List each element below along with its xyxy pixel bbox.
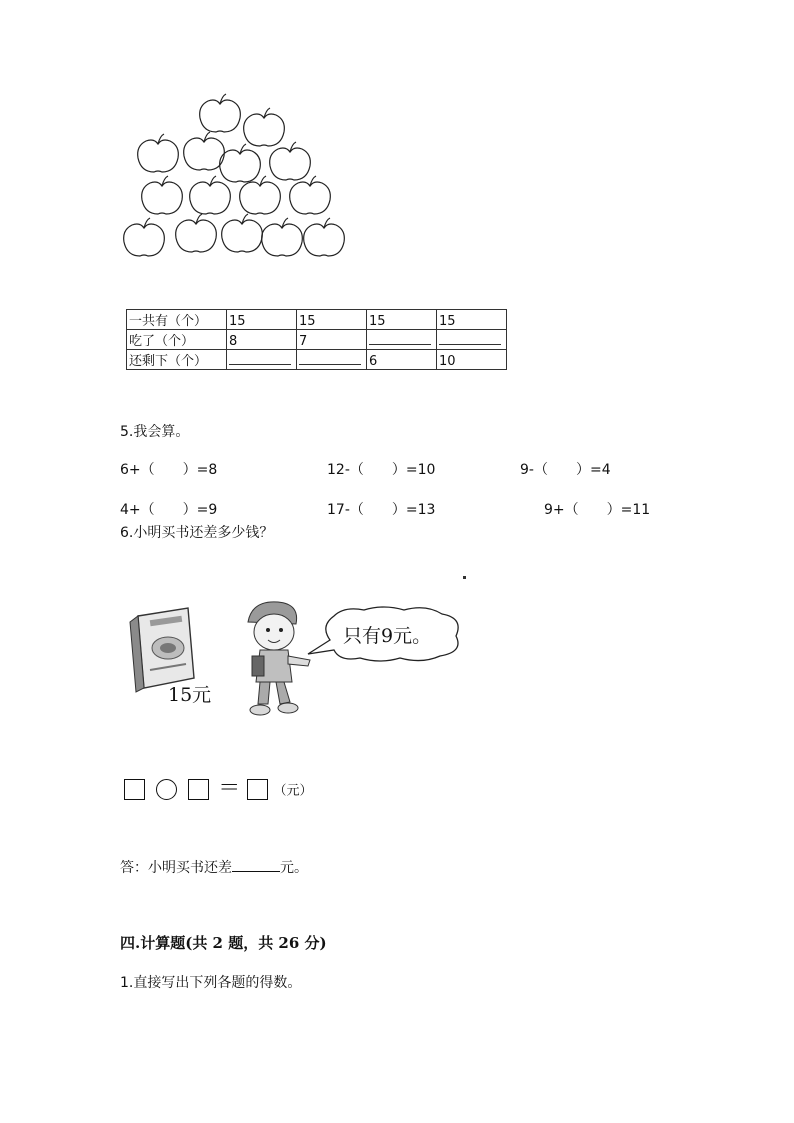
answer-blank[interactable] bbox=[232, 857, 280, 872]
apple-icon bbox=[304, 224, 345, 256]
apple-icon bbox=[184, 138, 225, 170]
apple-stem bbox=[144, 218, 150, 228]
apple-icon bbox=[222, 220, 263, 252]
answer-blank[interactable] bbox=[437, 330, 507, 350]
question-5-title: 5.我会算。 bbox=[120, 424, 190, 440]
apple-stem bbox=[220, 94, 226, 104]
apple-icon bbox=[290, 182, 331, 214]
apple-stem bbox=[162, 176, 168, 186]
apple-icon bbox=[142, 182, 183, 214]
table-cell: 15 bbox=[297, 310, 367, 330]
apples-illustration bbox=[118, 92, 354, 264]
apple-icon bbox=[262, 224, 303, 256]
apple-icon bbox=[200, 100, 241, 132]
answer-box[interactable] bbox=[247, 779, 268, 800]
apple-stem bbox=[210, 176, 216, 186]
table-cell: 15 bbox=[367, 310, 437, 330]
section-heading: 四.计算题(共 2 题，共 26 分) bbox=[120, 934, 327, 952]
apple-stem bbox=[310, 176, 316, 186]
answer-line bbox=[120, 857, 308, 877]
equation-template bbox=[124, 778, 313, 800]
table-cell: 6 bbox=[367, 350, 437, 370]
speech-text: 只有9元。 bbox=[343, 625, 432, 647]
apple-stem bbox=[282, 218, 288, 228]
apple-icon bbox=[220, 150, 261, 182]
apple-stem bbox=[242, 214, 248, 224]
apple-stem bbox=[204, 132, 210, 142]
answer-prefix: 答：小明买书还差 bbox=[120, 860, 232, 876]
apple-stem bbox=[196, 214, 202, 224]
dot-mark bbox=[463, 576, 466, 579]
question-6-title: 6.小明买书还差多少钱？ bbox=[120, 525, 274, 541]
answer-suffix: 元。 bbox=[280, 860, 308, 876]
equation-item: 9+（ ）=11 bbox=[544, 502, 651, 518]
answer-blank[interactable] bbox=[227, 350, 297, 370]
apple-stem bbox=[260, 176, 266, 186]
apple-icon bbox=[138, 140, 179, 172]
book-price: 15元 bbox=[168, 684, 212, 706]
table-cell: 10 bbox=[437, 350, 507, 370]
equation-item: 4+（ ）=9 bbox=[120, 502, 218, 518]
answer-blank[interactable] bbox=[367, 330, 437, 350]
apple-icon bbox=[124, 224, 165, 256]
table-cell: 8 bbox=[227, 330, 297, 350]
equals-sign: ＝ bbox=[218, 776, 241, 801]
answer-blank[interactable] bbox=[297, 350, 367, 370]
table-row bbox=[127, 330, 507, 350]
apple-stem bbox=[324, 218, 330, 228]
row-label: 还剩下（个） bbox=[127, 350, 227, 370]
operator-circle[interactable] bbox=[156, 779, 177, 800]
boy-illustration bbox=[238, 598, 314, 720]
unit-label: （元） bbox=[273, 783, 313, 799]
apple-stem bbox=[240, 144, 246, 154]
table-cell: 15 bbox=[437, 310, 507, 330]
answer-box[interactable] bbox=[124, 779, 145, 800]
apple-icon bbox=[270, 148, 311, 180]
table-cell: 7 bbox=[297, 330, 367, 350]
answer-box[interactable] bbox=[188, 779, 209, 800]
row-label: 一共有（个） bbox=[127, 310, 227, 330]
table-row bbox=[127, 310, 507, 330]
equation-item: 12-（ ）=10 bbox=[327, 462, 436, 478]
row-label: 吃了（个） bbox=[127, 330, 227, 350]
apple-icon bbox=[240, 182, 281, 214]
apple-icon bbox=[244, 114, 285, 146]
question-1-title: 1.直接写出下列各题的得数。 bbox=[120, 975, 302, 991]
equation-item: 17-（ ）=13 bbox=[327, 502, 436, 518]
apple-icon bbox=[176, 220, 217, 252]
apple-stem bbox=[264, 108, 270, 118]
apple-stem bbox=[290, 142, 296, 152]
table-row bbox=[127, 350, 507, 370]
apple-stem bbox=[158, 134, 164, 144]
apple-count-table bbox=[126, 309, 507, 370]
equation-item: 6+（ ）=8 bbox=[120, 462, 218, 478]
apple-icon bbox=[190, 182, 231, 214]
equation-item: 9-（ ）=4 bbox=[520, 462, 611, 478]
table-cell: 15 bbox=[227, 310, 297, 330]
